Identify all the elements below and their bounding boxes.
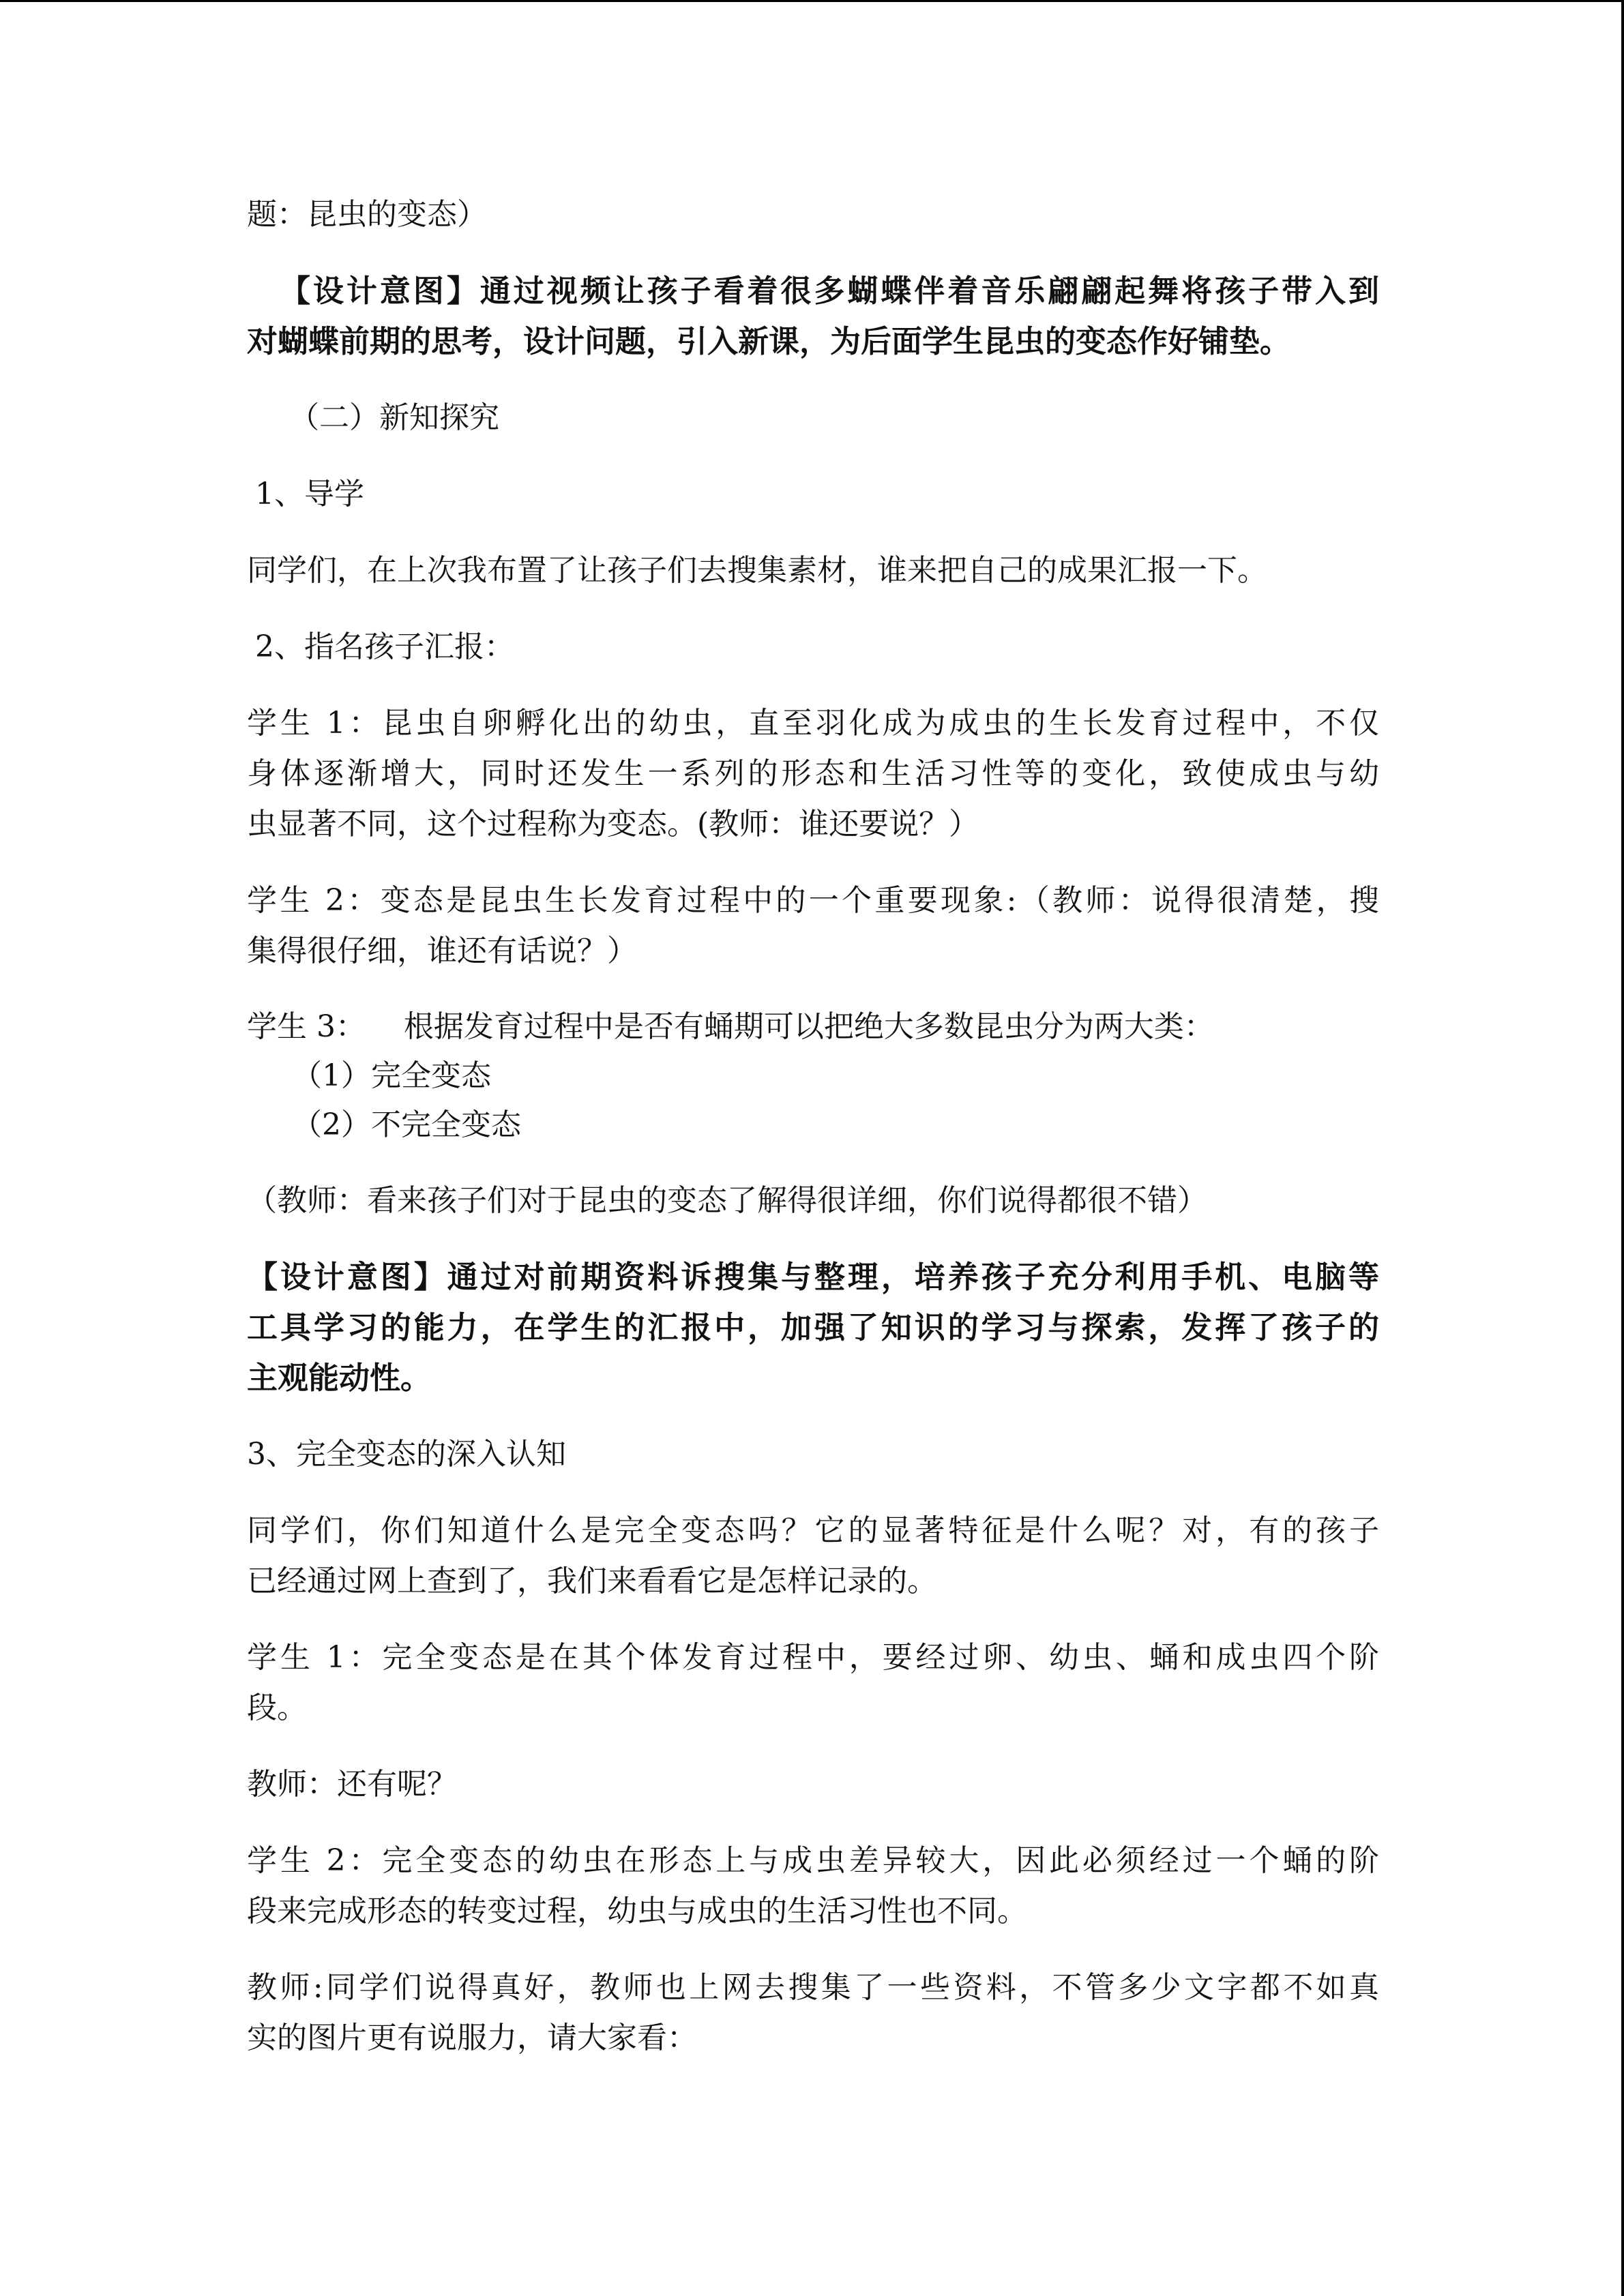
text-line: 学生 2：完全变态的幼虫在形态上与成虫差异较大，因此必须经过一个蛹的阶 [247,1843,1379,1878]
text-line: 虫显著不同，这个过程称为变态。(教师：谁还要说？） [247,807,979,841]
paragraph-student-1 [247,698,1379,850]
text-line: 身体逐渐增大，同时还发生一系列的形态和生活习性等的变化，致使成虫与幼 [247,756,1379,791]
text-line: 题：昆虫的变态） [247,197,487,232]
paragraph-topic-tail [247,190,1379,240]
text-line: 【设计意图】通过对前期资料诉搜集与整理，培养孩子充分利用手机、电脑等 [247,1259,1379,1295]
paragraph-design-intent-2 [247,1252,1379,1403]
text-line: 3、完全变态的深入认知 [247,1437,566,1472]
paragraph-student-2 [247,876,1379,976]
text-line: 1、导学 [255,477,364,511]
text-line: 学生 3： 根据发育过程中是否有蛹期可以把绝大多数昆虫分为两大类： [247,1009,1214,1044]
page-top-border [0,0,1624,2]
paragraph-student-1-answer [247,1632,1379,1733]
paragraph-teacher-followup [247,1759,1379,1810]
list-item: （2）不完全变态 [292,1107,521,1142]
text-line: 同学们，在上次我布置了让孩子们去搜集素材，谁来把自己的成果汇报一下。 [247,553,1267,588]
subheading-guided-study [247,469,1379,520]
text-line: 工具学习的能力，在学生的汇报中，加强了知识的学习与探索，发挥了孩子的 [247,1309,1379,1345]
text-line: 学生 1：完全变态是在其个体发育过程中，要经过卵、幼虫、蛹和成虫四个阶 [247,1640,1379,1675]
text-line: 段。 [247,1690,307,1725]
section-heading-new-knowledge [247,393,1379,443]
document-body [247,190,1379,2063]
text-line: 学生 2：变态是昆虫生长发育过程中的一个重要现象:（教师：说得很清楚，搜 [247,883,1379,918]
text-line: 段来完成形态的转变过程，幼虫与成虫的生活习性也不同。 [247,1894,1027,1928]
list-item: （1）完全变态 [292,1058,491,1093]
text-line: （教师：看来孩子们对于昆虫的变态了解得很详细，你们说得都很不错） [247,1183,1207,1218]
text-line: 2、指名孩子汇报： [255,629,514,664]
paragraph-teacher-prompt [247,546,1379,596]
paragraph-design-intent-1 [247,266,1379,367]
subheading-complete-metamorphosis [247,1429,1379,1480]
paragraph-teacher-question [247,1506,1379,1607]
paragraph-student-2-answer [247,1836,1379,1937]
text-line: 已经通过网上查到了，我们来看看它是怎样记录的。 [247,1564,937,1598]
paragraph-teacher-comment [247,1176,1379,1226]
text-line: 【设计意图】通过视频让孩子看着很多蝴蝶伴着音乐翩翩起舞将孩子带入到 [280,273,1379,309]
text-line: 教师：还有呢？ [247,1767,457,1802]
text-line: 实的图片更有说服力，请大家看： [247,2021,697,2055]
page-right-border [1621,0,1624,2296]
paragraph-student-3 [247,1002,1379,1150]
text-line: 集得很仔细，谁还有话说？） [247,934,637,968]
text-line: 学生 1：昆虫自卵孵化出的幼虫，直至羽化成为成虫的生长发育过程中，不仅 [247,706,1379,741]
subheading-student-report [247,622,1379,672]
paragraph-teacher-summary [247,1963,1379,2063]
text-line: 主观能动性。 [247,1360,432,1396]
text-line: （二）新知探究 [289,400,499,435]
text-line: 教师:同学们说得真好，教师也上网去搜集了一些资料，不管多少文字都不如真 [247,1970,1379,2005]
text-line: 同学们，你们知道什么是完全变态吗？它的显著特征是什么呢？对，有的孩子 [247,1513,1379,1548]
text-line: 对蝴蝶前期的思考，设计问题，引入新课，为后面学生昆虫的变态作好铺垫。 [247,323,1291,359]
